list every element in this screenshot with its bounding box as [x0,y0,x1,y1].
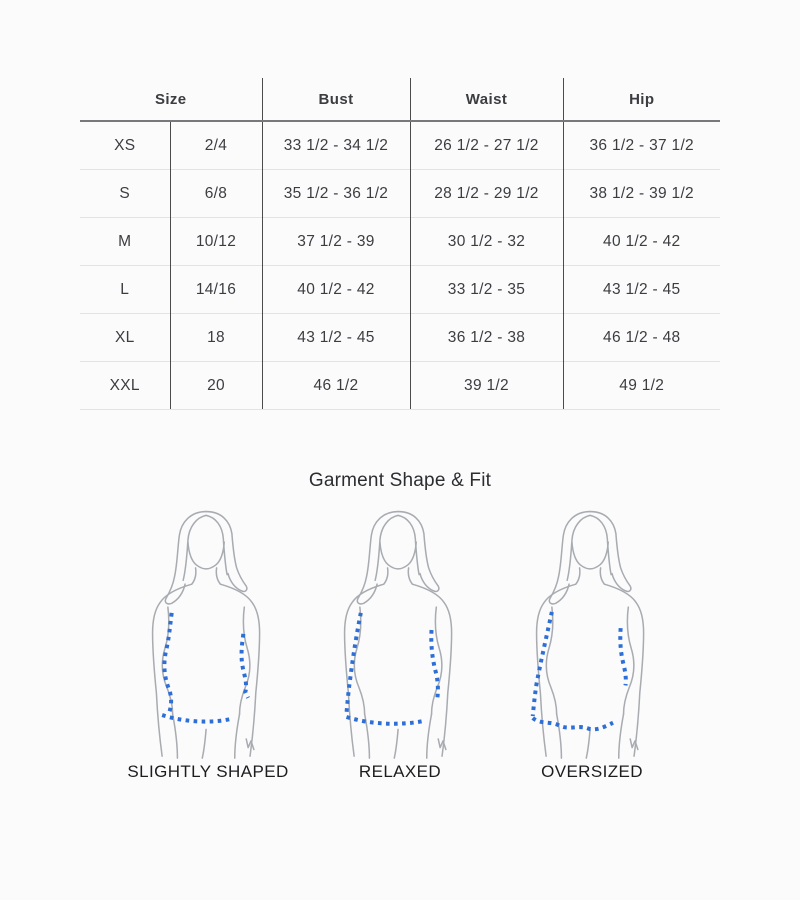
body-outline-oversized-icon [504,502,680,760]
waist-cell: 26 1/2 - 27 1/2 [410,121,563,170]
table-row-xs [80,121,720,170]
fit-option-slightly-shaped [119,502,297,782]
column-header-hip: Hip [563,78,720,121]
size-number-cell: 2/4 [170,121,262,170]
size-letter-cell: M [80,218,170,266]
hip-cell: 46 1/2 - 48 [563,314,720,362]
bust-cell: 37 1/2 - 39 [262,218,410,266]
bust-cell: 40 1/2 - 42 [262,266,410,314]
table-row-xl [80,314,720,362]
waist-cell: 36 1/2 - 38 [410,314,563,362]
size-number-cell: 20 [170,362,262,410]
fit-figures-row [0,502,800,782]
column-header-waist: Waist [410,78,563,121]
size-number-cell: 18 [170,314,262,362]
header-row [80,78,720,121]
size-chart-section [80,78,720,410]
size-letter-cell: XXL [80,362,170,410]
body-outline-relaxed-icon [312,502,488,760]
hip-cell: 43 1/2 - 45 [563,266,720,314]
waist-cell: 28 1/2 - 29 1/2 [410,170,563,218]
size-chart-table [80,78,720,410]
waist-cell: 30 1/2 - 32 [410,218,563,266]
bust-cell: 46 1/2 [262,362,410,410]
table-row-s [80,170,720,218]
size-number-cell: 6/8 [170,170,262,218]
fit-section-title: Garment Shape & Fit [308,470,492,491]
size-number-cell: 14/16 [170,266,262,314]
fit-label-slightly-shaped: SLIGHTLY SHAPED [127,762,289,781]
fit-label-relaxed: RELAXED [358,762,442,781]
size-letter-cell: S [80,170,170,218]
hip-cell: 36 1/2 - 37 1/2 [563,121,720,170]
size-letter-cell: XL [80,314,170,362]
column-header-size: Size [80,78,262,121]
hip-cell: 49 1/2 [563,362,720,410]
body-outline-slightly-shaped-icon [120,502,296,760]
waist-cell: 33 1/2 - 35 [410,266,563,314]
size-letter-cell: L [80,266,170,314]
bust-cell: 33 1/2 - 34 1/2 [262,121,410,170]
waist-cell: 39 1/2 [410,362,563,410]
bust-cell: 35 1/2 - 36 1/2 [262,170,410,218]
column-header-bust: Bust [262,78,410,121]
size-letter-cell: XS [114,136,136,154]
table-row-m [80,218,720,266]
bust-cell: 43 1/2 - 45 [262,314,410,362]
fit-label-oversized: OVERSIZED [541,762,643,781]
hip-cell: 40 1/2 - 42 [563,218,720,266]
garment-fit-section [0,470,800,782]
size-number-cell: 10/12 [170,218,262,266]
table-row-l [80,266,720,314]
hip-cell: 38 1/2 - 39 1/2 [563,170,720,218]
table-row-xxl [80,362,720,410]
fit-option-relaxed [311,502,489,782]
fit-option-oversized [503,502,681,782]
